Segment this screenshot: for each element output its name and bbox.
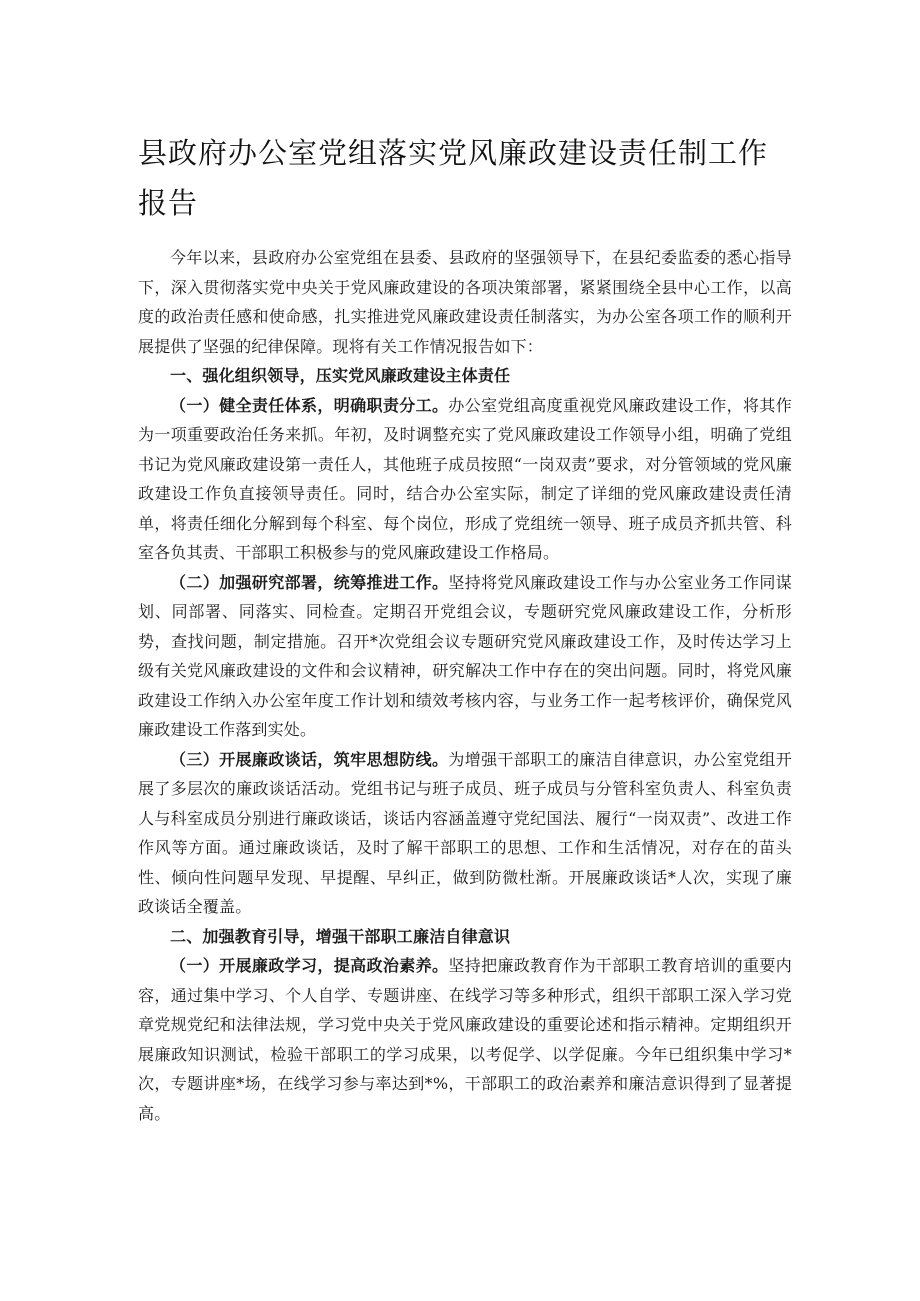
section-1-item-1-text: 办公室党组高度重视党风廉政建设工作，将其作为一项重要政治任务来抓。年初，及时调整充实了党风廉政建设工作领导小组，明确了党组书记为党风廉政建设第一责任人，其他班子成员按照“一岗双责”要求，对分管领域的党风廉政建设工作负直接领导责任。同时，结合办公室实际，制定了详细的党风廉政建设责任清单，将责任细化分解到每个科室、每个岗位，形成了党组统一领导、班子成员齐抓共管、科室各负其责、干部职工积极参与的党风廉政建设工作格局。 xyxy=(138,395,792,562)
section-1-item-3-text: 为增强干部职工的廉洁自律意识，办公室党组开展了多层次的廉政谈话活动。党组书记与班子成员、班子成员与分管科室负责人、科室负责人与科室成员分别进行廉政谈话，谈话内容涵盖遵守党纪国法、履行“一岗双责”、改进工作作风等方面。通过廉政谈话，及时了解干部职工的思想、工作和生活情况，对存在的苗头性、倾向性问题早发现、早提醒、早纠正，做到防微杜渐。开展廉政谈话*人次，实现了廉政谈话全覆盖。 xyxy=(138,749,792,916)
document-body xyxy=(138,243,792,1128)
section-2-heading: 二、加强教育引导，增强干部职工廉洁自律意识 xyxy=(170,926,511,946)
section-1-item-3-lead: （三）开展廉政谈话，筑牢思想防线。 xyxy=(170,749,449,769)
section-1-item-1-lead: （一）健全责任体系，明确职责分工。 xyxy=(170,395,449,415)
section-1-item-2-text: 坚持将党风廉政建设工作与办公室业务工作同谋划、同部署、同落实、同检查。定期召开党组会议，专题研究党风廉政建设工作，分析形势，查找问题，制定措施。召开*次党组会议专题研究党风廉政建设工作，及时传达学习上级有关党风廉政建设的文件和会议精神，研究解决工作中存在的突出问题。同时，将党风廉政建设工作纳入办公室年度工作计划和绩效考核内容，与业务工作一起考核评价，确保党风廉政建设工作落到实处。 xyxy=(138,572,792,739)
section-1-item-2-lead: （二）加强研究部署，统筹推进工作。 xyxy=(170,572,449,592)
section-1-item-2 xyxy=(138,568,792,745)
section-2-item-1-text: 坚持把廉政教育作为干部职工教育培训的重要内容，通过集中学习、个人自学、专题讲座、在线学习等多种形式，组织干部职工深入学习党章党规党纪和法律法规，学习党中央关于党风廉政建设的重要论述和指示精神。定期组织开展廉政知识测试，检验干部职工的学习成果，以考促学、以学促廉。今年已组织集中学习*次，专题讲座*场，在线学习参与率达到*%，干部职工的政治素养和廉洁意识得到了显著提高。 xyxy=(138,956,792,1123)
section-1-item-1 xyxy=(138,391,792,568)
section-2-item-1-lead: （一）开展廉政学习，提高政治素养。 xyxy=(170,956,449,975)
section-1-item-3 xyxy=(138,745,792,922)
section-2-item-1 xyxy=(138,951,792,1128)
document-title: 县政府办公室党组落实党风廉政建设责任制工作报告 xyxy=(138,136,769,220)
section-1-heading: 一、强化组织领导，压实党风廉政建设主体责任 xyxy=(170,366,511,385)
intro-paragraph: 今年以来，县政府办公室党组在县委、县政府的坚强领导下，在县纪委监委的悉心指导下，深入贯彻落实党中央关于党风廉政建设的各项决策部署，紧紧围绕全县中心工作，以高度的政治责任感和使命感，扎实推进党风廉政建设责任制落实，为办公室各项工作的顺利开展提供了坚强的纪律保障。现将有关工作情况报告如下： xyxy=(138,248,792,356)
